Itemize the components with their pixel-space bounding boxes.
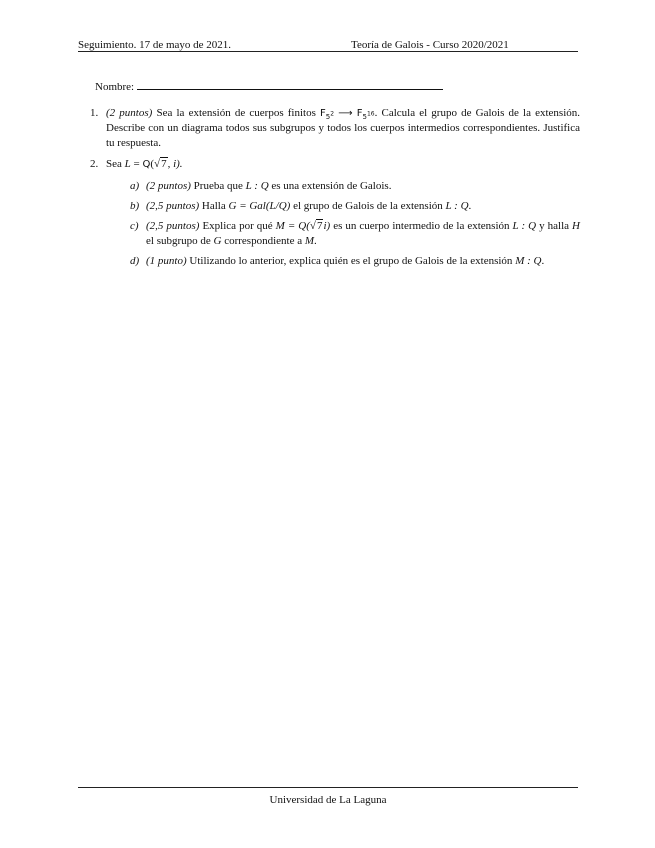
header-right: Teoría de Galois - Curso 2020/2021	[351, 39, 509, 51]
part-b: b) (2,5 puntos) Halla G = Gal(L/Q) el grupo de Galois de la extensión L : Q.	[130, 200, 472, 212]
question-2	[90, 157, 580, 269]
question-1-text-b: . Calcula el grupo de Galois de la extensión. Describe con un diagrama todos sus subgrupos y todos los cuerpos intermedios correspondientes. Justifica tu respuesta.	[106, 107, 581, 149]
question-2-number: 2.	[90, 158, 99, 170]
name-blank-line	[137, 79, 443, 90]
question-2-body: Sea L = Q(√7, i).	[106, 158, 183, 170]
part-a-label: a)	[130, 180, 140, 192]
part-d-label: d)	[130, 255, 140, 267]
page-footer: Universidad de La Laguna	[78, 787, 578, 808]
arrow-symbol: ⟶	[338, 108, 353, 119]
name-field-row	[95, 79, 443, 95]
part-c: c) (2,5 puntos) Explica por qué M = Q(√7i) es un cuerpo intermedio de la extensión L : Q y halla H el subgrupo de G correspondiente a M.	[130, 220, 580, 247]
question-2-parts	[106, 179, 580, 269]
question-1	[90, 106, 580, 151]
question-list	[90, 106, 580, 275]
page-header	[78, 38, 578, 52]
question-1-number: 1.	[90, 107, 99, 119]
question-1-points: (2 puntos)	[106, 107, 153, 119]
part-b-label: b)	[130, 200, 140, 212]
field-big: $F_{5^{16}}$	[356, 108, 375, 121]
part-c-label: c)	[130, 220, 139, 232]
part-d: d) (1 punto) Utilizando lo anterior, explica quién es el grupo de Galois de la extensión M : Q.	[130, 255, 545, 267]
sqrt-seven: 7	[161, 158, 167, 170]
question-1-body	[106, 106, 580, 151]
question-1-text-a: Sea la extensión de cuerpos finitos	[152, 107, 320, 119]
part-a: a) (2 puntos) Prueba que L : Q es una extensión de Galois.	[130, 180, 392, 192]
header-left: Seguimiento. 17 de mayo de 2021.	[78, 39, 232, 51]
name-label: Nombre:	[95, 81, 135, 93]
field-small: $F_{5^2}$	[320, 108, 335, 121]
